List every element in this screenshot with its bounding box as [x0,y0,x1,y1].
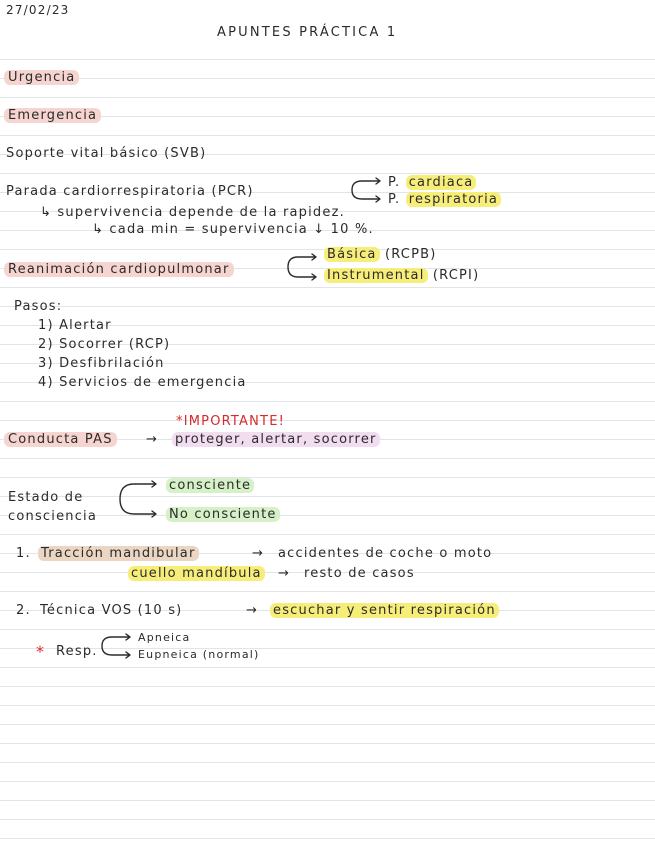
resp-eupneica: Eupneica (normal) [138,648,260,661]
pasos-heading: Pasos: [14,299,63,314]
rule-line [0,705,655,706]
rule-line [0,173,655,174]
pcr-branch-respiratoria: P. respiratoria [388,192,501,207]
branch-arrow-icon [350,176,386,204]
term-rcp: Reanimación cardiopulmonar [4,262,234,277]
page-title: APUNTES PRÁCTICA 1 [217,25,398,40]
cuello-result: resto de casos [304,566,415,581]
traccion-result: accidentes de coche o moto [278,546,493,561]
pasos-item: 4) Servicios de emergencia [38,375,247,390]
term-resp: Resp. [56,644,98,659]
rule-line [0,496,655,497]
branch-arrow-icon [286,252,322,282]
rcp-branch-basica: Básica (RCPB) [324,247,437,262]
important-note: *IMPORTANTE! [176,414,286,429]
rule-line [0,762,655,763]
arrow-icon: → [146,432,159,447]
rcp-branch-instrumental: Instrumental (RCPI) [324,268,479,283]
term-pas: Conducta PAS [4,432,117,447]
vos-number: 2. [16,603,31,618]
rule-line [0,477,655,478]
arrow-icon: → [246,603,259,618]
consciencia-no-consciente: No consciente [166,507,280,522]
pas-definition: proteger, alertar, socorrer [172,432,380,447]
rule-line [0,838,655,839]
rule-line [0,306,655,307]
rule-line [0,743,655,744]
term-vos: Técnica VOS (10 s) [40,603,183,618]
vos-result: escuchar y sentir respiración [270,603,499,618]
term-cuello-mandibula: cuello mandíbula [128,566,265,581]
pcr-note-supervivencia: ↳ supervivencia depende de la rapidez. [40,205,345,220]
note-date: 27/02/23 [6,3,70,17]
rule-line [0,629,655,630]
traccion-number: 1. [16,546,31,561]
branch-arrow-icon [116,478,162,520]
pcr-note-cada-min: ↳ cada min = supervivencia ↓ 10 %. [92,222,374,237]
rule-line [0,800,655,801]
term-pcr: Parada cardiorrespiratoria (PCR) [6,184,254,199]
rule-line [0,97,655,98]
rule-line [0,667,655,668]
rule-line [0,819,655,820]
rule-line [0,534,655,535]
arrow-icon: → [252,546,265,561]
arrow-icon: → [278,566,291,581]
term-urgencia: Urgencia [4,70,79,85]
rule-line [0,724,655,725]
rule-line [0,686,655,687]
rule-line [0,648,655,649]
rule-line [0,591,655,592]
pcr-branch-cardiaca: P. cardiaca [388,175,476,190]
rule-line [0,135,655,136]
rule-line [0,515,655,516]
pasos-item: 3) Desfibrilación [38,356,165,371]
rule-line [0,78,655,79]
rule-line [0,420,655,421]
consciencia-consciente: consciente [166,478,254,493]
resp-apneica: Apneica [138,631,191,644]
rule-line [0,401,655,402]
term-traccion: Tracción mandibular [38,546,199,561]
branch-arrow-icon [100,632,136,662]
rule-line [0,287,655,288]
star-icon: * [36,642,46,661]
term-svb: Soporte vital básico (SVB) [6,146,207,161]
rule-line [0,458,655,459]
pasos-item: 1) Alertar [38,318,112,333]
term-consciencia-line2: consciencia [8,509,98,524]
term-emergencia: Emergencia [4,108,101,123]
pasos-item: 2) Socorrer (RCP) [38,337,171,352]
rule-line [0,59,655,60]
rule-line [0,781,655,782]
term-consciencia-line1: Estado de [8,490,84,505]
